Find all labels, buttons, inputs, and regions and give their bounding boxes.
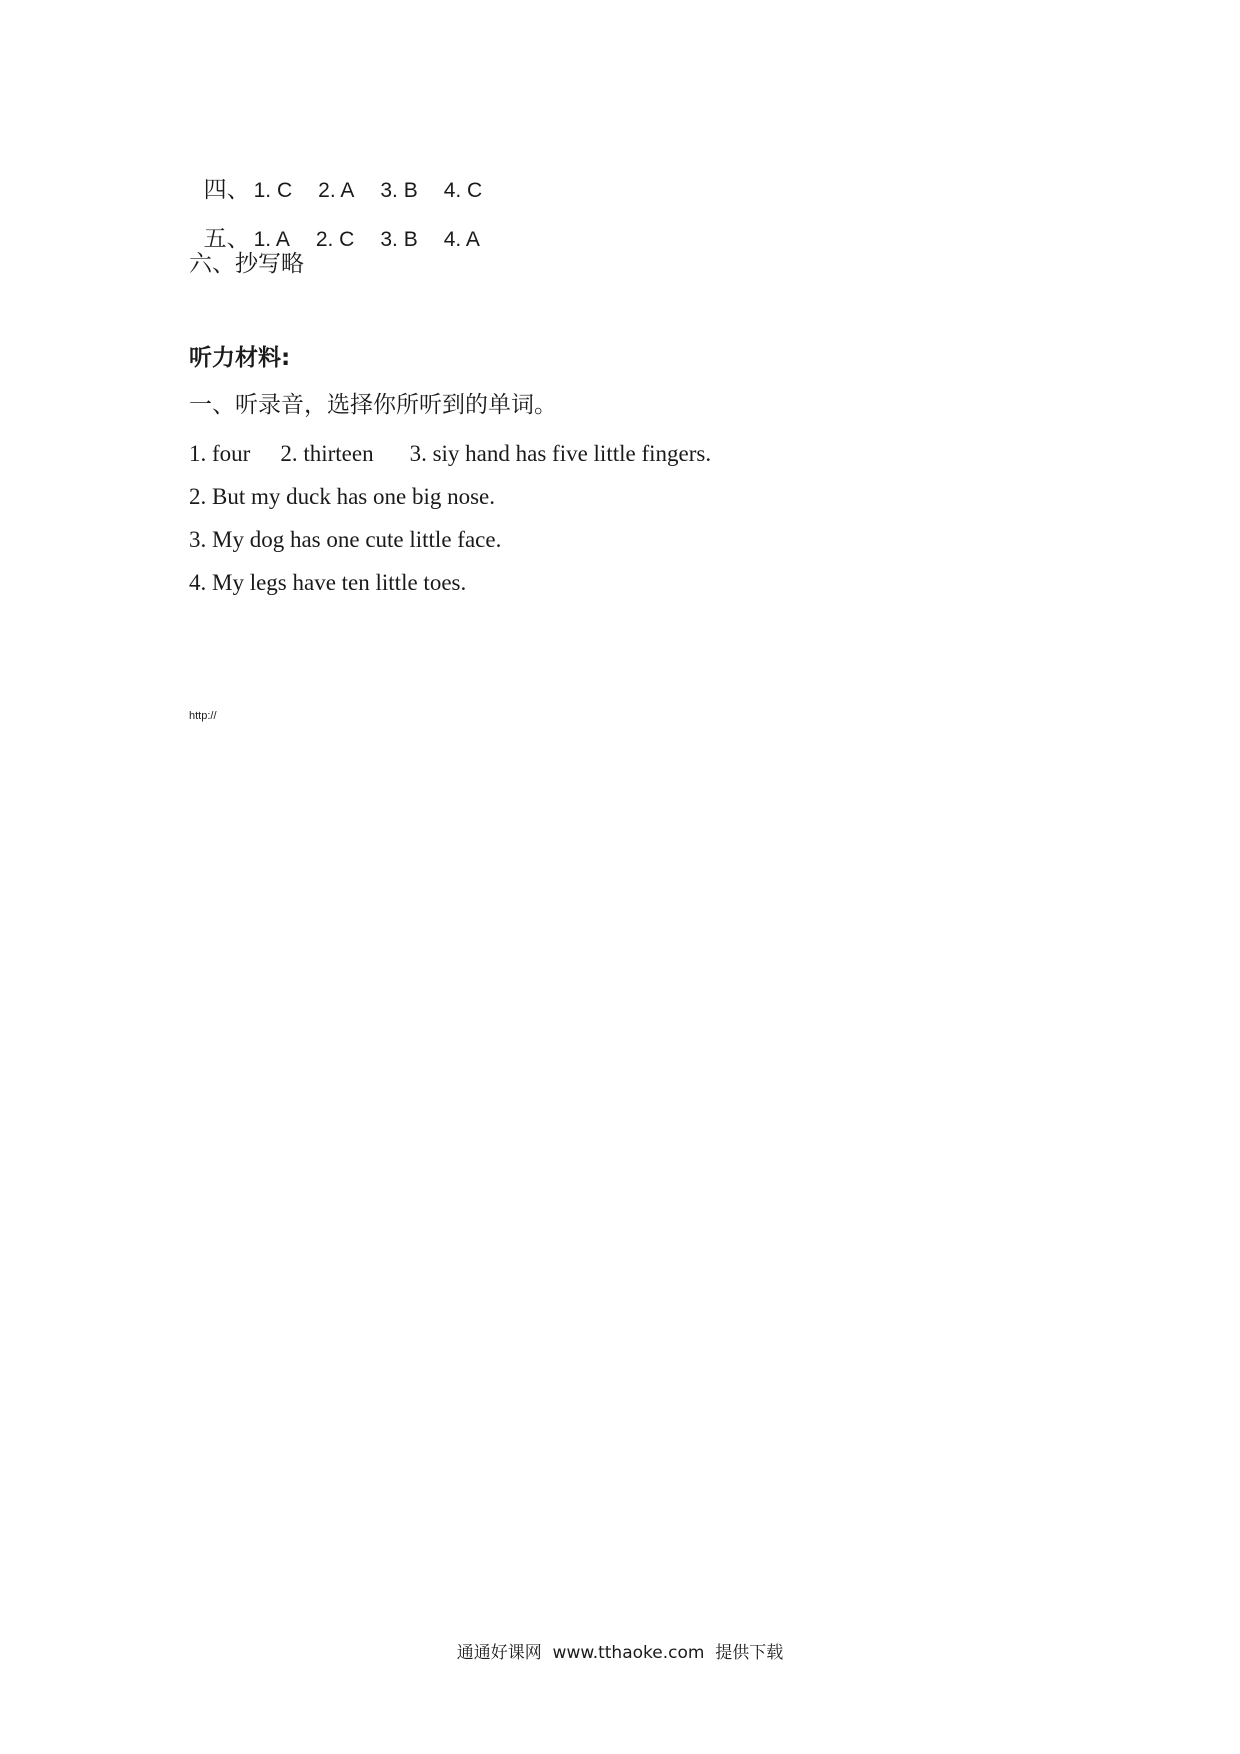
url-text: http:// <box>189 710 217 722</box>
answer-item: 3. B <box>380 228 418 251</box>
answer-item: 2. C <box>315 228 355 251</box>
listening-line-3: 3. My dog has one cute little face. <box>189 527 502 552</box>
listening-line-4: 4. My legs have ten little toes. <box>189 570 467 595</box>
answer-items-five <box>254 228 480 251</box>
answer-row-six: 六、抄写略 <box>189 251 304 277</box>
listening-line-1-part-2: 2. thirteen <box>280 441 374 466</box>
listening-section-title: 一、听录音，选择你所听到的单词。 <box>189 392 557 418</box>
answer-item: 4. A <box>443 228 480 251</box>
listening-line-1-part-1: 1. four <box>189 441 251 466</box>
answer-item: 2. A <box>318 179 355 202</box>
listening-line-1-part-3: 3. siy hand has five little fingers. <box>409 441 712 466</box>
listening-line-1 <box>189 442 711 465</box>
listening-line-2: 2. But my duck has one big nose. <box>189 484 495 509</box>
answer-row-four <box>189 156 482 202</box>
page-footer: 通通好课网 www.tthaoke.com 提供下载 <box>456 1643 784 1663</box>
answer-items-four <box>254 179 483 202</box>
answer-item: 1. A <box>253 228 290 251</box>
answer-row-five <box>189 205 480 251</box>
answer-item: 1. C <box>253 179 293 202</box>
answer-item: 4. C <box>443 179 483 202</box>
answer-label-five: 五、 <box>203 226 250 252</box>
answer-item: 3. B <box>380 179 418 202</box>
listening-heading: 听力材料: <box>189 345 291 371</box>
answer-label-four: 四、 <box>203 177 250 203</box>
